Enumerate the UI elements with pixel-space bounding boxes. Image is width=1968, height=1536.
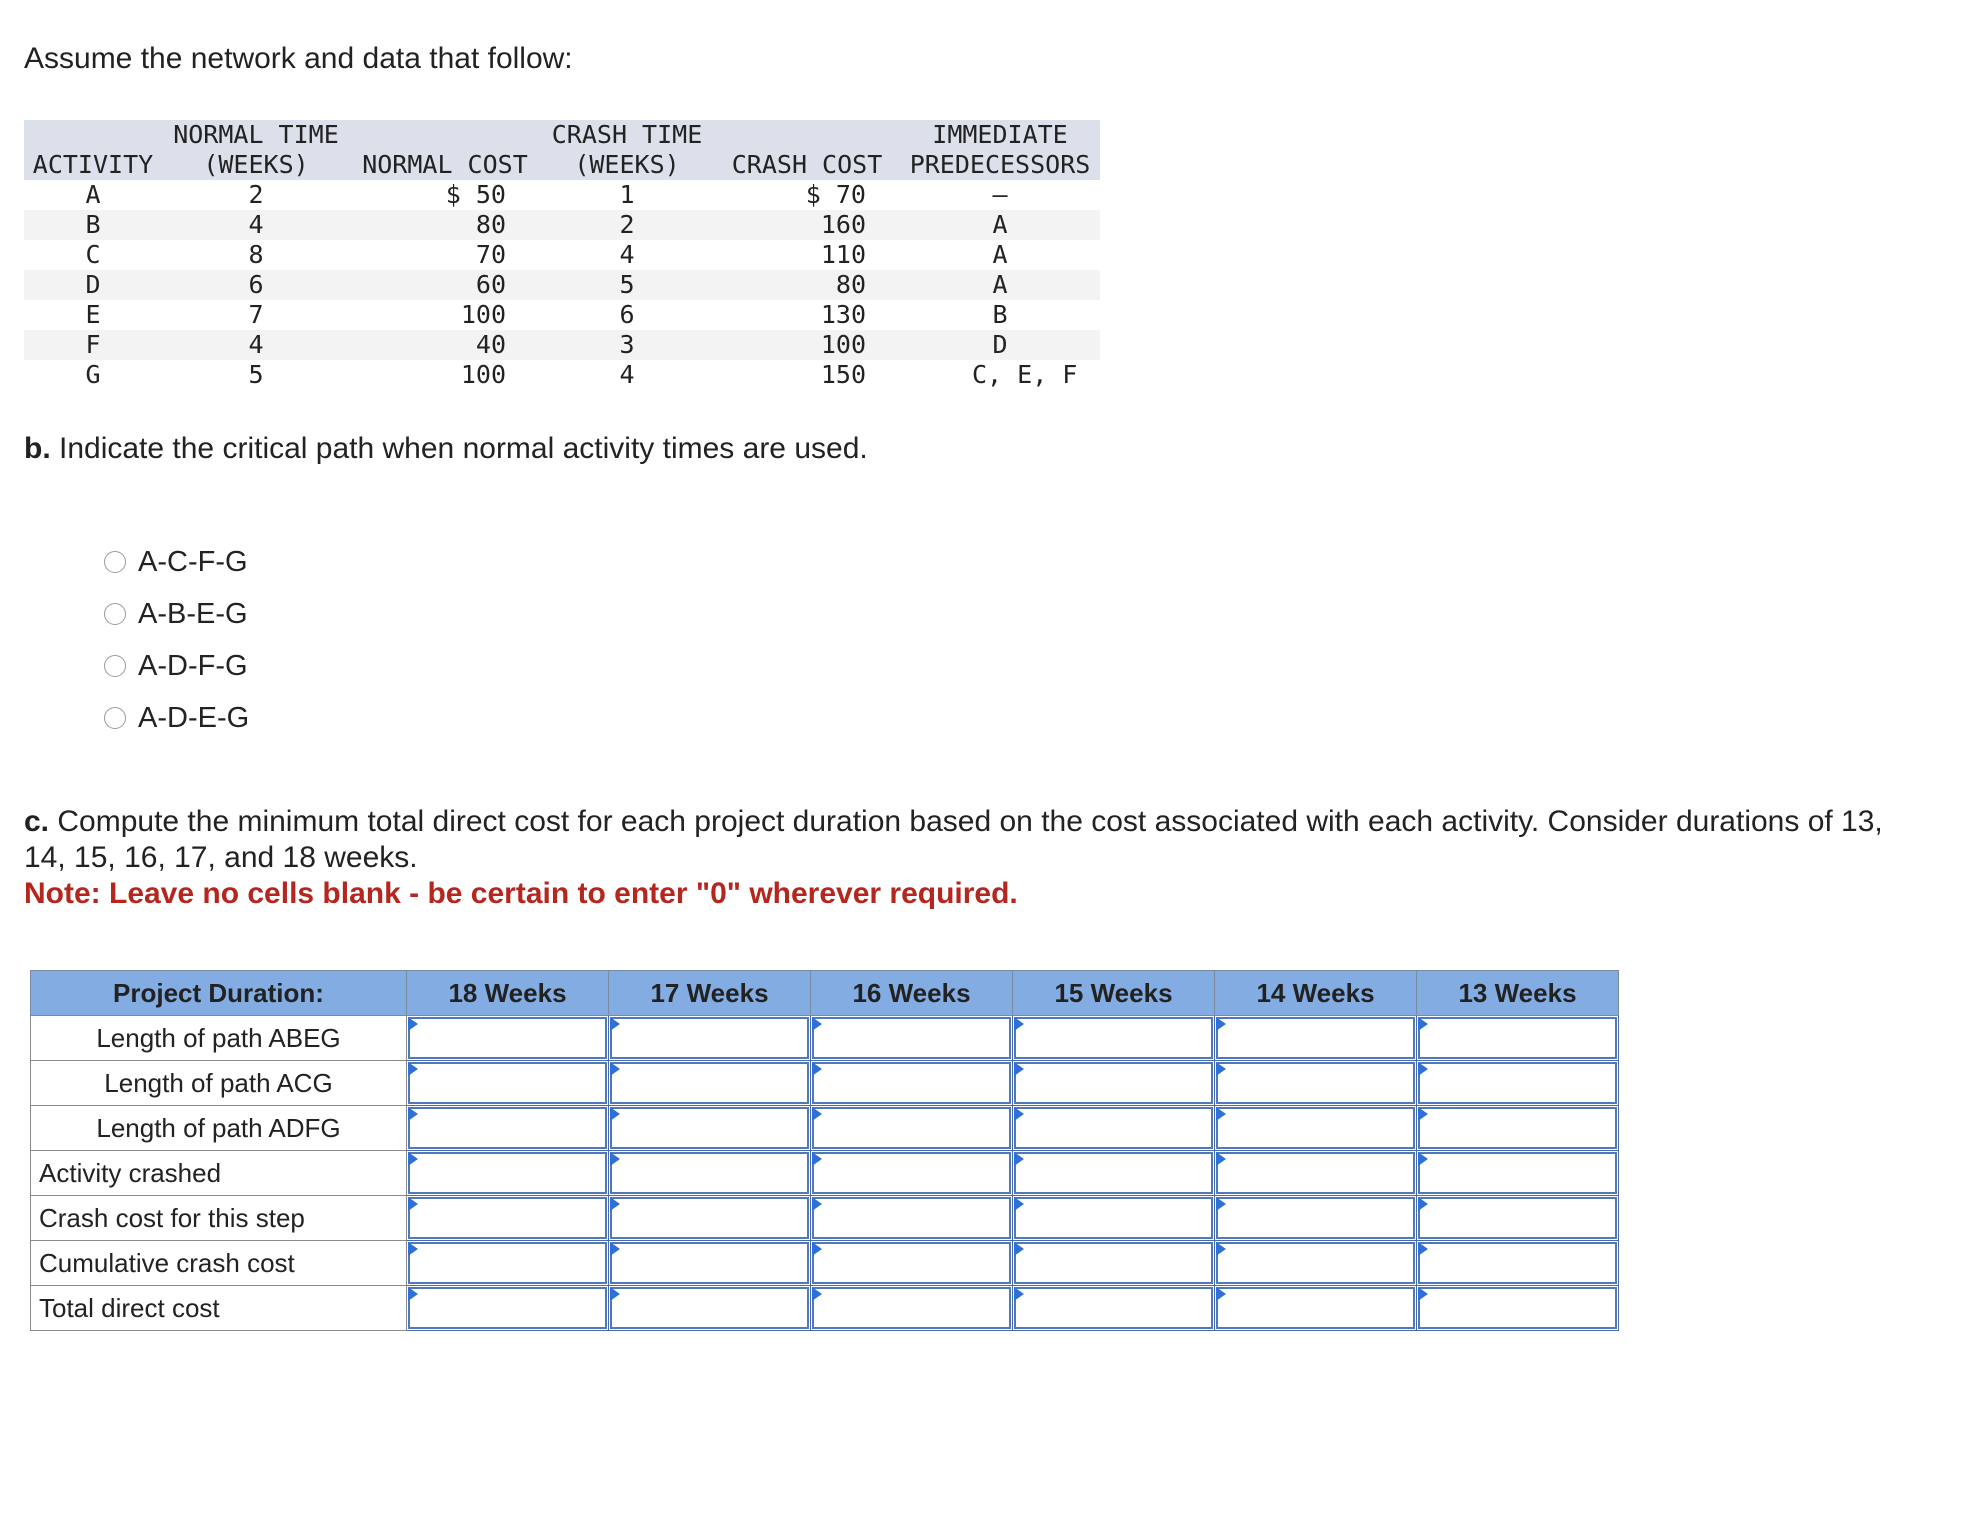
answer-input[interactable] (408, 1062, 607, 1104)
option-label: A-D-E-G (138, 701, 250, 734)
answer-input-cell[interactable] (609, 1016, 811, 1061)
column-header-week: 15 Weeks (1013, 971, 1215, 1016)
cell-normal-time: 7 (248, 300, 264, 329)
cell-marker-icon (1216, 1107, 1226, 1121)
cell-crash-time: 4 (619, 360, 635, 389)
answer-input[interactable] (610, 1107, 809, 1149)
answer-input[interactable] (1216, 1242, 1415, 1284)
cell-crash-cost: 80 (714, 270, 900, 300)
cell-marker-icon (812, 1107, 822, 1121)
grid-header-row (31, 971, 1619, 1016)
answer-input-cell[interactable] (811, 1151, 1013, 1196)
answer-input-cell[interactable] (609, 1196, 811, 1241)
answer-input-cell[interactable] (407, 1061, 609, 1106)
option-adfg[interactable] (104, 640, 249, 692)
note-text: Note: Leave no cells blank - be certain to enter "0" wherever required. (24, 877, 1018, 910)
grid-row (31, 1286, 1619, 1331)
row-label: Activity crashed (31, 1151, 407, 1196)
cell-marker-icon (1418, 1062, 1428, 1076)
table-row (24, 330, 1100, 360)
answer-input[interactable] (610, 1152, 809, 1194)
cell-marker-icon (408, 1017, 418, 1031)
question-c (24, 804, 1924, 912)
header-predecessors: IMMEDIATE PREDECESSORS (900, 120, 1100, 180)
row-label: Length of path ADFG (31, 1106, 407, 1151)
answer-input[interactable] (408, 1107, 607, 1149)
answer-input-cell[interactable] (407, 1106, 609, 1151)
cell-marker-icon (1014, 1287, 1024, 1301)
answer-input[interactable] (1418, 1017, 1617, 1059)
answer-input[interactable] (1014, 1242, 1213, 1284)
cell-marker-icon (610, 1017, 620, 1031)
answer-input-cell[interactable] (1417, 1106, 1619, 1151)
cell-marker-icon (812, 1197, 822, 1211)
answer-input-cell[interactable] (1215, 1016, 1417, 1061)
grid-row (31, 1061, 1619, 1106)
answer-input[interactable] (610, 1197, 809, 1239)
answer-input-cell[interactable] (1417, 1061, 1619, 1106)
option-label: A-C-F-G (138, 545, 248, 578)
grid-row (31, 1106, 1619, 1151)
header-normal-cost: NORMAL COST (350, 120, 540, 180)
answer-input-cell[interactable] (811, 1061, 1013, 1106)
answer-input-cell[interactable] (407, 1016, 609, 1061)
option-label: A-B-E-G (138, 597, 248, 630)
answer-input-cell[interactable] (1215, 1241, 1417, 1286)
answer-input-cell[interactable] (1417, 1016, 1619, 1061)
cell-marker-icon (1418, 1017, 1428, 1031)
answer-input[interactable] (408, 1152, 607, 1194)
table-header-row (24, 120, 1100, 180)
cell-marker-icon (408, 1242, 418, 1256)
answer-input[interactable] (812, 1062, 1011, 1104)
table-row (24, 210, 1100, 240)
header-crash-time: CRASH TIME (WEEKS) (540, 120, 714, 180)
radio-button[interactable] (104, 603, 126, 625)
cell-normal-cost: 40 (350, 330, 540, 360)
table-row (24, 270, 1100, 300)
cell-crash-cost: 160 (714, 210, 900, 240)
table-row (24, 360, 1100, 390)
cell-crash-time: 3 (540, 330, 714, 360)
cell-marker-icon (610, 1062, 620, 1076)
row-label: Crash cost for this step (31, 1196, 407, 1241)
header-activity: ACTIVITY (24, 120, 162, 180)
cell-predecessors: B (992, 300, 1008, 329)
answer-input[interactable] (1216, 1287, 1415, 1329)
answer-input[interactable] (610, 1287, 809, 1329)
answer-input-cell[interactable] (1215, 1286, 1417, 1331)
answer-input[interactable] (1014, 1062, 1213, 1104)
cell-normal-cost: 60 (350, 270, 540, 300)
radio-button[interactable] (104, 707, 126, 729)
cell-marker-icon (1216, 1152, 1226, 1166)
answer-input-cell[interactable] (609, 1151, 811, 1196)
answer-input[interactable] (812, 1107, 1011, 1149)
answer-input[interactable] (1418, 1107, 1617, 1149)
answer-input-cell[interactable] (1013, 1241, 1215, 1286)
cell-marker-icon (408, 1287, 418, 1301)
answer-input[interactable] (1216, 1017, 1415, 1059)
answer-input-cell[interactable] (811, 1016, 1013, 1061)
header-crash-cost: CRASH COST (714, 120, 900, 180)
row-label: Length of path ACG (31, 1061, 407, 1106)
cell-crash-cost: 150 (820, 360, 866, 389)
cell-activity: C (85, 240, 101, 269)
cell-normal-time: 4 (162, 330, 350, 360)
cell-marker-icon (812, 1062, 822, 1076)
cell-marker-icon (408, 1152, 418, 1166)
cell-normal-cost: 100 (460, 300, 506, 329)
answer-input[interactable] (812, 1152, 1011, 1194)
cell-normal-cost: 80 (350, 210, 540, 240)
cell-activity: E (85, 300, 101, 329)
table-row (24, 180, 1100, 210)
answer-input[interactable] (1418, 1242, 1617, 1284)
answer-input[interactable] (1216, 1107, 1415, 1149)
answer-input-cell[interactable] (1215, 1061, 1417, 1106)
answer-input-cell[interactable] (1417, 1151, 1619, 1196)
cell-normal-time: 4 (162, 210, 350, 240)
cell-crash-time: 5 (540, 270, 714, 300)
answer-input-cell[interactable] (407, 1151, 609, 1196)
cell-marker-icon (1014, 1152, 1024, 1166)
cell-normal-time: 5 (248, 360, 264, 389)
cell-activity: D (24, 270, 162, 300)
column-header-week: 17 Weeks (609, 971, 811, 1016)
answer-input[interactable] (408, 1197, 607, 1239)
answer-input[interactable] (1418, 1197, 1617, 1239)
cell-normal-cost: $ 50 (445, 180, 506, 209)
critical-path-options (104, 536, 249, 744)
answer-input[interactable] (812, 1287, 1011, 1329)
cell-marker-icon (1216, 1062, 1226, 1076)
answer-input[interactable] (408, 1017, 607, 1059)
answer-input-cell[interactable] (609, 1061, 811, 1106)
cell-marker-icon (812, 1242, 822, 1256)
cell-activity: B (24, 210, 162, 240)
cell-crash-time: 2 (540, 210, 714, 240)
cell-marker-icon (1418, 1197, 1428, 1211)
answer-input[interactable] (1216, 1152, 1415, 1194)
answer-input-cell[interactable] (1013, 1151, 1215, 1196)
grid-row (31, 1196, 1619, 1241)
answer-input-cell[interactable] (811, 1106, 1013, 1151)
answer-input[interactable] (1418, 1287, 1617, 1329)
cell-predecessors: A (900, 210, 1100, 240)
cell-crash-cost: 130 (820, 300, 866, 329)
answer-input[interactable] (1014, 1017, 1213, 1059)
row-label: Cumulative crash cost (31, 1241, 407, 1286)
answer-input-cell[interactable] (1215, 1106, 1417, 1151)
row-label: Length of path ABEG (31, 1016, 407, 1061)
grid-row (31, 1151, 1619, 1196)
intro-text: Assume the network and data that follow: (24, 42, 573, 75)
column-header-week: 14 Weeks (1215, 971, 1417, 1016)
cell-marker-icon (1014, 1242, 1024, 1256)
cell-crash-cost: 110 (820, 240, 866, 269)
cell-normal-time: 8 (248, 240, 264, 269)
cell-marker-icon (1014, 1107, 1024, 1121)
answer-input[interactable] (610, 1017, 809, 1059)
cell-marker-icon (812, 1152, 822, 1166)
answer-input[interactable] (1216, 1062, 1415, 1104)
cell-predecessors: C, E, F (972, 360, 1078, 389)
answer-input[interactable] (1418, 1152, 1617, 1194)
cell-marker-icon (610, 1152, 620, 1166)
cell-normal-time: 6 (162, 270, 350, 300)
cell-crash-time: 6 (619, 300, 635, 329)
radio-button[interactable] (104, 551, 126, 573)
column-header-week: 13 Weeks (1417, 971, 1619, 1016)
cell-marker-icon (1418, 1287, 1428, 1301)
cell-predecessors: A (992, 240, 1008, 269)
cell-crash-time: 1 (619, 180, 635, 209)
cell-crash-cost: $ 70 (805, 180, 866, 209)
cell-marker-icon (408, 1062, 418, 1076)
answer-input-cell[interactable] (1013, 1061, 1215, 1106)
answer-input-cell[interactable] (811, 1196, 1013, 1241)
answer-input-cell[interactable] (1013, 1106, 1215, 1151)
answer-input-cell[interactable] (1013, 1016, 1215, 1061)
answer-input[interactable] (812, 1017, 1011, 1059)
table-row (24, 240, 1100, 270)
answer-input-cell[interactable] (407, 1286, 609, 1331)
option-acfg[interactable] (104, 536, 249, 588)
answer-input[interactable] (1014, 1287, 1213, 1329)
option-label: A-D-F-G (138, 649, 248, 682)
question-b-label: b. (24, 432, 51, 465)
cell-activity: F (24, 330, 162, 360)
cell-marker-icon (1014, 1197, 1024, 1211)
option-adeg[interactable] (104, 692, 249, 744)
table-row (24, 300, 1100, 330)
cell-marker-icon (408, 1107, 418, 1121)
cell-normal-time: 2 (248, 180, 264, 209)
answer-input-cell[interactable] (1215, 1151, 1417, 1196)
answer-input-cell[interactable] (1417, 1241, 1619, 1286)
question-b (24, 432, 868, 466)
column-header-week: 18 Weeks (407, 971, 609, 1016)
row-label: Total direct cost (31, 1286, 407, 1331)
answer-input[interactable] (610, 1062, 809, 1104)
cell-crash-cost: 100 (714, 330, 900, 360)
cell-predecessors: A (900, 270, 1100, 300)
answer-input-cell[interactable] (811, 1286, 1013, 1331)
answer-input-cell[interactable] (609, 1286, 811, 1331)
header-normal-time: NORMAL TIME (WEEKS) (162, 120, 350, 180)
cell-activity: A (85, 180, 101, 209)
cell-crash-time: 4 (619, 240, 635, 269)
answer-grid (30, 970, 1619, 1331)
cell-normal-cost: 100 (460, 360, 506, 389)
answer-input-cell[interactable] (1013, 1196, 1215, 1241)
radio-button[interactable] (104, 655, 126, 677)
cell-marker-icon (1418, 1107, 1428, 1121)
cell-marker-icon (610, 1242, 620, 1256)
answer-input[interactable] (1014, 1197, 1213, 1239)
cell-predecessors: D (900, 330, 1100, 360)
cell-marker-icon (610, 1287, 620, 1301)
cell-marker-icon (610, 1107, 620, 1121)
cell-marker-icon (408, 1197, 418, 1211)
answer-input-cell[interactable] (609, 1241, 811, 1286)
cell-marker-icon (1014, 1017, 1024, 1031)
question-c-label: c. (24, 805, 50, 838)
answer-input[interactable] (610, 1242, 809, 1284)
answer-input[interactable] (812, 1197, 1011, 1239)
project-duration-header: Project Duration: (31, 971, 407, 1016)
cell-marker-icon (1216, 1242, 1226, 1256)
cell-activity: G (85, 360, 101, 389)
answer-input[interactable] (1014, 1107, 1213, 1149)
answer-input-cell[interactable] (407, 1196, 609, 1241)
answer-input[interactable] (408, 1287, 607, 1329)
cell-predecessors: — (992, 180, 1008, 209)
answer-input-cell[interactable] (1417, 1286, 1619, 1331)
cell-marker-icon (1216, 1017, 1226, 1031)
answer-input-cell[interactable] (609, 1106, 811, 1151)
answer-input-cell[interactable] (1215, 1196, 1417, 1241)
cell-marker-icon (1418, 1242, 1428, 1256)
answer-input[interactable] (1216, 1197, 1415, 1239)
grid-row (31, 1241, 1619, 1286)
column-header-week: 16 Weeks (811, 971, 1013, 1016)
cell-normal-cost: 70 (475, 240, 506, 269)
cell-marker-icon (812, 1017, 822, 1031)
answer-input[interactable] (1014, 1152, 1213, 1194)
cell-marker-icon (1216, 1197, 1226, 1211)
answer-input[interactable] (812, 1242, 1011, 1284)
activity-data-table (24, 120, 1100, 390)
question-c-text: Compute the minimum total direct cost for each project duration based on the cost associated with each activity. Consider durations of 13, 14, 15, 16, 17, and 18 weeks. (24, 805, 1883, 874)
cell-marker-icon (1418, 1152, 1428, 1166)
cell-marker-icon (610, 1197, 620, 1211)
grid-row (31, 1016, 1619, 1061)
answer-input-cell[interactable] (811, 1241, 1013, 1286)
cell-marker-icon (1216, 1287, 1226, 1301)
answer-input-cell[interactable] (1013, 1286, 1215, 1331)
answer-input[interactable] (1418, 1062, 1617, 1104)
answer-input-cell[interactable] (407, 1241, 609, 1286)
answer-input-cell[interactable] (1417, 1196, 1619, 1241)
option-abeg[interactable] (104, 588, 249, 640)
cell-marker-icon (1014, 1062, 1024, 1076)
cell-marker-icon (812, 1287, 822, 1301)
question-b-text: Indicate the critical path when normal activity times are used. (50, 432, 868, 465)
answer-input[interactable] (408, 1242, 607, 1284)
